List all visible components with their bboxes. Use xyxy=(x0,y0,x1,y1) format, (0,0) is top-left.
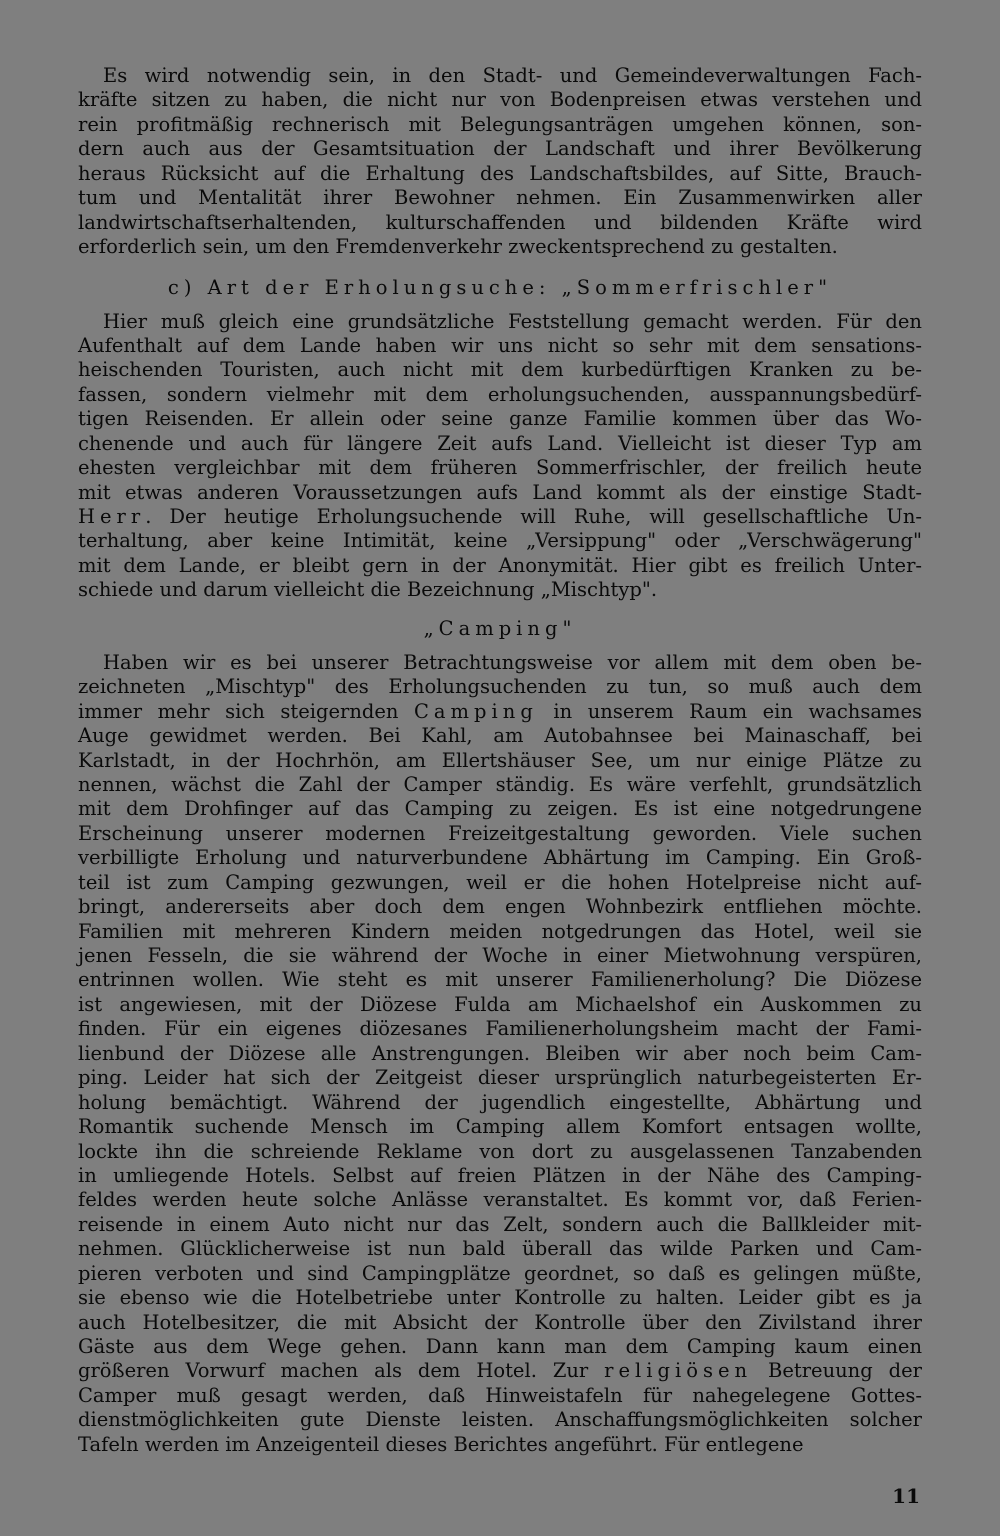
text-line: kräfte sitzen zu haben, die nicht nur von Bodenpreisen etwas verstehen und xyxy=(78,88,922,112)
text-line: tigen Reisenden. Er allein oder seine ganze Familie kommen über das Wo- xyxy=(78,407,922,431)
text-line: nennen, wächst die Zahl der Camper ständig. Es wäre verfehlt, grundsätzlich xyxy=(78,772,922,796)
text-line: rein profitmäßig rechnerisch mit Belegungsanträgen umgehen können, son- xyxy=(78,112,922,136)
text-line: Haben wir es bei unserer Betrachtungsweise vor allem mit dem oben be- xyxy=(103,650,922,674)
text-line: Gäste aus dem Wege gehen. Dann kann man dem Camping kaum einen xyxy=(78,1335,922,1358)
text-line: größeren Vorwurf machen als dem Hotel. Zur religiösen Betreuung der xyxy=(78,1359,922,1383)
text-line: mit etwas anderen Voraussetzungen aufs Land kommt als der einstige Stadt- xyxy=(78,480,922,504)
text-line: lienbund der Diözese alle Anstrengungen. Bleiben wir aber noch beim Cam- xyxy=(78,1041,922,1065)
section-heading-camping: „Camping" xyxy=(423,616,577,640)
text-line: Herr. Der heutige Erholungsuchende will Ruhe, will gesellschaftliche Un- xyxy=(78,505,922,528)
text-line: schiede und darum vielleicht die Bezeichnung „Mischtyp". xyxy=(78,578,658,602)
text-line: nehmen. Glücklicherweise ist nun bald überall das wilde Parken und Cam- xyxy=(78,1237,922,1261)
text-line: erforderlich sein, um den Fremdenverkehr zweckentsprechend zu gestalten. xyxy=(78,235,838,259)
text-line: jenen Fesseln, die sie während der Woche in einer Mietwohnung verspüren, xyxy=(78,944,922,967)
text-line: Karlstadt, in der Hochrhön, am Ellertshäuser See, um nur einige Plätze zu xyxy=(78,748,922,772)
text-line: chenende und auch für längere Zeit aufs Land. Vielleicht ist dieser Typ am xyxy=(78,431,922,455)
text-line: ehesten vergleichbar mit dem früheren Sommerfrischler, der freilich heute xyxy=(78,456,922,480)
text-line: Erscheinung unserer modernen Freizeitgestaltung geworden. Viele suchen xyxy=(78,821,922,845)
document-page xyxy=(78,64,922,1457)
text-line: immer mehr sich steigernden Camping in unserem Raum ein wachsames xyxy=(78,699,922,723)
text-line: tum und Mentalität ihrer Bewohner nehmen. Ein Zusammenwirken aller xyxy=(78,186,922,210)
text-line: reisende in einem Auto nicht nur das Zelt, sondern auch die Ballkleider mit- xyxy=(78,1212,922,1236)
text-line: Camper muß gesagt werden, daß Hinweistafeln für nahegelegene Gottes- xyxy=(78,1383,922,1407)
text-line: Familien mit mehreren Kindern meiden notgedrungen das Hotel, weil sie xyxy=(78,919,922,943)
text-line: finden. Für ein eigenes diözesanes Familienerholungsheim macht der Fami- xyxy=(78,1017,922,1041)
text-line: ist angewiesen, mit der Diözese Fulda am Michaelshof ein Auskommen zu xyxy=(78,992,922,1016)
text-line: lockte ihn die schreiende Reklame von dort zu ausgelassenen Tanzabenden xyxy=(78,1139,922,1163)
paragraph-3 xyxy=(78,651,922,1457)
text-line: sie ebenso wie die Hotelbetriebe unter Kontrolle zu halten. Leider gibt es ja xyxy=(78,1286,922,1310)
text-line: heraus Rücksicht auf die Erhaltung des Landschaftsbildes, auf Sitte, Brauch- xyxy=(78,161,922,185)
text-line: teil ist zum Camping gezwungen, weil er die hohen Hotelpreise nicht auf- xyxy=(78,870,922,894)
text-line: ping. Leider hat sich der Zeitgeist dieser ursprünglich naturbegeisterten Er- xyxy=(78,1066,922,1090)
section-heading-erholungsuche: c) Art der Erholungsuche: „Sommerfrischler" xyxy=(167,275,833,299)
text-line: bringt, andererseits aber doch dem engen Wohnbezirk entfliehen möchte. xyxy=(78,895,922,919)
text-line: mit dem Lande, er bleibt gern in der Anonymität. Hier gibt es freilich Unter- xyxy=(78,553,922,577)
text-line: Auge gewidmet werden. Bei Kahl, am Autobahnsee bei Mainaschaff, bei xyxy=(78,724,922,748)
page-number: 11 xyxy=(892,1484,920,1508)
text-line: in umliegende Hotels. Selbst auf freien Plätzen in der Nähe des Camping- xyxy=(78,1163,922,1187)
text-line: pieren verboten und sind Campingplätze geordnet, so daß es gelingen müßte, xyxy=(78,1261,922,1285)
text-line: zeichneten „Mischtyp" des Erholungsuchenden zu tun, so muß auch dem xyxy=(78,675,922,699)
text-line: dern auch aus der Gesamtsituation der Landschaft und ihrer Bevölkerung xyxy=(78,137,922,161)
text-line: auch Hotelbesitzer, die mit Absicht der Kontrolle über den Zivilstand ihrer xyxy=(78,1310,922,1334)
text-line: fassen, sondern vielmehr mit dem erholungsuchenden, ausspannungsbedürf- xyxy=(78,382,922,406)
text-line: mit dem Drohfinger auf das Camping zu zeigen. Es ist eine notgedrungene xyxy=(78,797,922,821)
text-line: dienstmöglichkeiten gute Dienste leisten. Anschaffungsmöglichkeiten solcher xyxy=(78,1408,922,1432)
text-line: Romantik suchende Mensch im Camping allem Komfort entsagen wollte, xyxy=(78,1115,922,1139)
paragraph-2 xyxy=(78,310,922,603)
text-line: feldes werden heute solche Anlässe veranstaltet. Es kommt vor, daß Ferien- xyxy=(78,1188,922,1212)
text-line: verbilligte Erholung und naturverbundene Abhärtung im Camping. Ein Groß- xyxy=(78,846,922,870)
text-line: Es wird notwendig sein, in den Stadt- und Gemeindeverwaltungen Fach- xyxy=(103,64,922,87)
text-line: Hier muß gleich eine grundsätzliche Feststellung gemacht werden. Für den xyxy=(103,309,922,333)
text-line: landwirtschaftserhaltenden, kulturschaffenden und bildenden Kräfte wird xyxy=(78,210,922,234)
text-line: holung bemächtigt. Während der jugendlich eingestellte, Abhärtung und xyxy=(78,1090,922,1114)
text-line: terhaltung, aber keine Intimität, keine „Versippung" oder „Verschwägerung" xyxy=(78,529,922,553)
paragraph-1 xyxy=(78,64,922,260)
text-line: entrinnen wollen. Wie steht es mit unserer Familienerholung? Die Diözese xyxy=(78,968,922,992)
text-line: heischenden Touristen, auch nicht mit dem kurbedürftigen Kranken zu be- xyxy=(78,358,922,382)
text-line: Tafeln werden im Anzeigenteil dieses Berichtes angeführt. Für entlegene xyxy=(78,1432,804,1456)
text-line: Aufenthalt auf dem Lande haben wir uns nicht so sehr mit dem sensations- xyxy=(78,333,922,357)
